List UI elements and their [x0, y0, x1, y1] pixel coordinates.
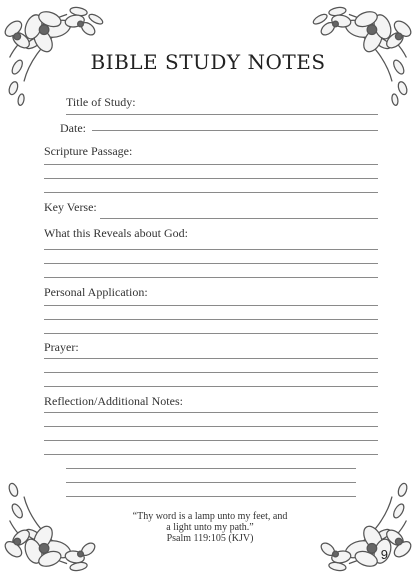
prayer-line[interactable]: [44, 372, 378, 373]
quote-reference: Psalm 119:105 (KJV): [166, 533, 254, 544]
reflection-line[interactable]: [44, 412, 378, 413]
reveals-about-god-line[interactable]: [44, 277, 378, 278]
date-label: Date:: [60, 121, 89, 136]
flower-icon: [0, 463, 115, 578]
date-line[interactable]: [92, 130, 378, 131]
scripture-passage-line[interactable]: [44, 164, 378, 165]
personal-application-label: Personal Application:: [44, 285, 151, 300]
scripture-passage-label: Scripture Passage:: [44, 144, 135, 159]
personal-application-line[interactable]: [44, 305, 378, 306]
prayer-line[interactable]: [44, 386, 378, 387]
floral-corner-bottom-right: [301, 463, 416, 578]
personal-application-line[interactable]: [44, 333, 378, 334]
flower-icon: [301, 463, 416, 578]
reveals-about-god-label: What this Reveals about God:: [44, 226, 191, 241]
reflection-line[interactable]: [66, 482, 356, 483]
reflection-line[interactable]: [44, 440, 378, 441]
page-title: BIBLE STUDY NOTES: [90, 50, 326, 74]
scripture-quote: [105, 511, 315, 544]
reflection-line[interactable]: [44, 426, 378, 427]
key-verse-label: Key Verse:: [44, 200, 100, 215]
reveals-about-god-line[interactable]: [44, 249, 378, 250]
floral-corner-bottom-left: [0, 463, 115, 578]
reveals-about-god-line[interactable]: [44, 263, 378, 264]
prayer-label: Prayer:: [44, 340, 82, 355]
title-of-study-label: Title of Study:: [66, 95, 139, 110]
scripture-passage-line[interactable]: [44, 178, 378, 179]
title-of-study-line[interactable]: [66, 114, 378, 115]
reflection-line[interactable]: [44, 454, 378, 455]
reflection-line[interactable]: [66, 496, 356, 497]
reflection-line[interactable]: [66, 468, 356, 469]
scripture-passage-line[interactable]: [44, 192, 378, 193]
prayer-line[interactable]: [44, 358, 378, 359]
quote-line-1: “Thy word is a lamp unto my feet, and: [132, 511, 288, 522]
reflection-label: Reflection/Additional Notes:: [44, 394, 186, 409]
page-number: 9: [380, 547, 388, 562]
personal-application-line[interactable]: [44, 319, 378, 320]
quote-line-2: a light unto my path.”: [166, 522, 254, 533]
key-verse-line[interactable]: [100, 218, 378, 219]
